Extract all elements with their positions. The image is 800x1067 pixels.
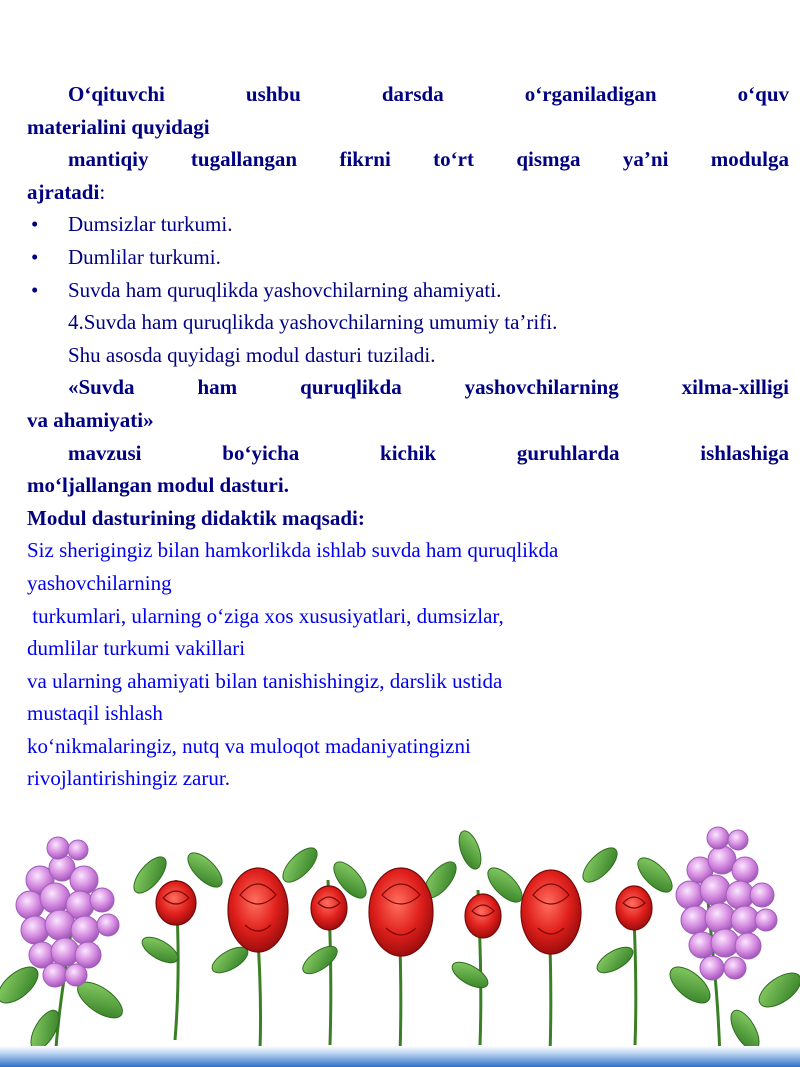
- modules-colon: :: [99, 179, 106, 204]
- module-title: [27, 371, 789, 436]
- flower-border: [0, 800, 800, 1067]
- rose-5: [465, 894, 501, 938]
- goal-line: ko‘nikmalaringiz, nutq va muloqot madaniyatingizni: [27, 733, 471, 758]
- rose-flowers: [156, 868, 652, 956]
- lilac-cluster-right: [676, 827, 777, 980]
- bullet-text: Dumlilar turkumi.: [68, 244, 221, 269]
- bullet-item-2: [27, 241, 789, 274]
- mavzu-line-1: mavzusi bo‘yicha kichik guruhlarda ishlashiga: [68, 440, 789, 465]
- goal-line: dumlilar turkumi vakillari: [27, 636, 246, 661]
- goal-heading: Modul dasturining didaktik maqsadi:: [27, 505, 365, 530]
- modules-line-1: mantiqiy tugallangan fikrni to‘rt qismga ya’ni modulga: [68, 147, 789, 172]
- bottom-band: [0, 1046, 800, 1067]
- rose-2: [228, 868, 288, 952]
- rose-6: [521, 870, 581, 954]
- module-title-line-2: va ahamiyati»: [27, 407, 154, 432]
- goal-line: turkumlari, ularning o‘ziga xos xususiyatlari, dumsizlar,: [27, 603, 504, 628]
- module-title-line-1: «Suvda ham quruqlikda yashovchilarning xilma-xilligi: [68, 375, 789, 400]
- rose-1: [156, 881, 196, 925]
- rose-7: [616, 886, 652, 930]
- bullet-item-3: [27, 274, 789, 307]
- bullet-text: Suvda ham quruqlikda yashovchilarning ahamiyati.: [68, 277, 502, 302]
- goal-line: rivojlantirishingiz zarur.: [27, 766, 230, 791]
- bullet-dot: •: [31, 244, 39, 269]
- bullet-dot: •: [31, 212, 39, 237]
- goal-line: yashovchilarning: [27, 570, 172, 595]
- goal-line: va ularning ahamiyati bilan tanishishingiz, darslik ustida: [27, 668, 503, 693]
- goal-line: mustaqil ishlash: [27, 701, 163, 726]
- modules-paragraph: [27, 143, 789, 208]
- bullet-item-1: [27, 208, 789, 241]
- mavzu-line-2: mo‘ljallangan modul dasturi.: [27, 473, 289, 498]
- goal-line: Siz sherigingiz bilan hamkorlikda ishlab suvda ham quruqlikda: [27, 538, 559, 563]
- slide-text: [27, 78, 789, 795]
- rose-3: [311, 886, 347, 930]
- intro-line-1: O‘qituvchi ushbu darsda o‘rganiladigan o‘quv: [68, 82, 789, 106]
- shu-asosda-line: Shu asosda quyidagi modul dasturi tuziladi.: [68, 342, 436, 367]
- modules-line-2: ajratadi: [27, 179, 100, 204]
- bullet-dot: •: [31, 277, 39, 302]
- intro-paragraph: [27, 78, 789, 143]
- lilac-cluster-left: [16, 837, 119, 987]
- mavzu-paragraph: [27, 437, 789, 502]
- item-4: 4.Suvda ham quruqlikda yashovchilarning umumiy ta’rifi.: [68, 310, 558, 335]
- rose-4: [369, 868, 433, 956]
- bullet-text: Dumsizlar turkumi.: [68, 212, 233, 237]
- intro-line-2: materialini quyidagi: [27, 114, 210, 139]
- goal-text: [27, 534, 789, 795]
